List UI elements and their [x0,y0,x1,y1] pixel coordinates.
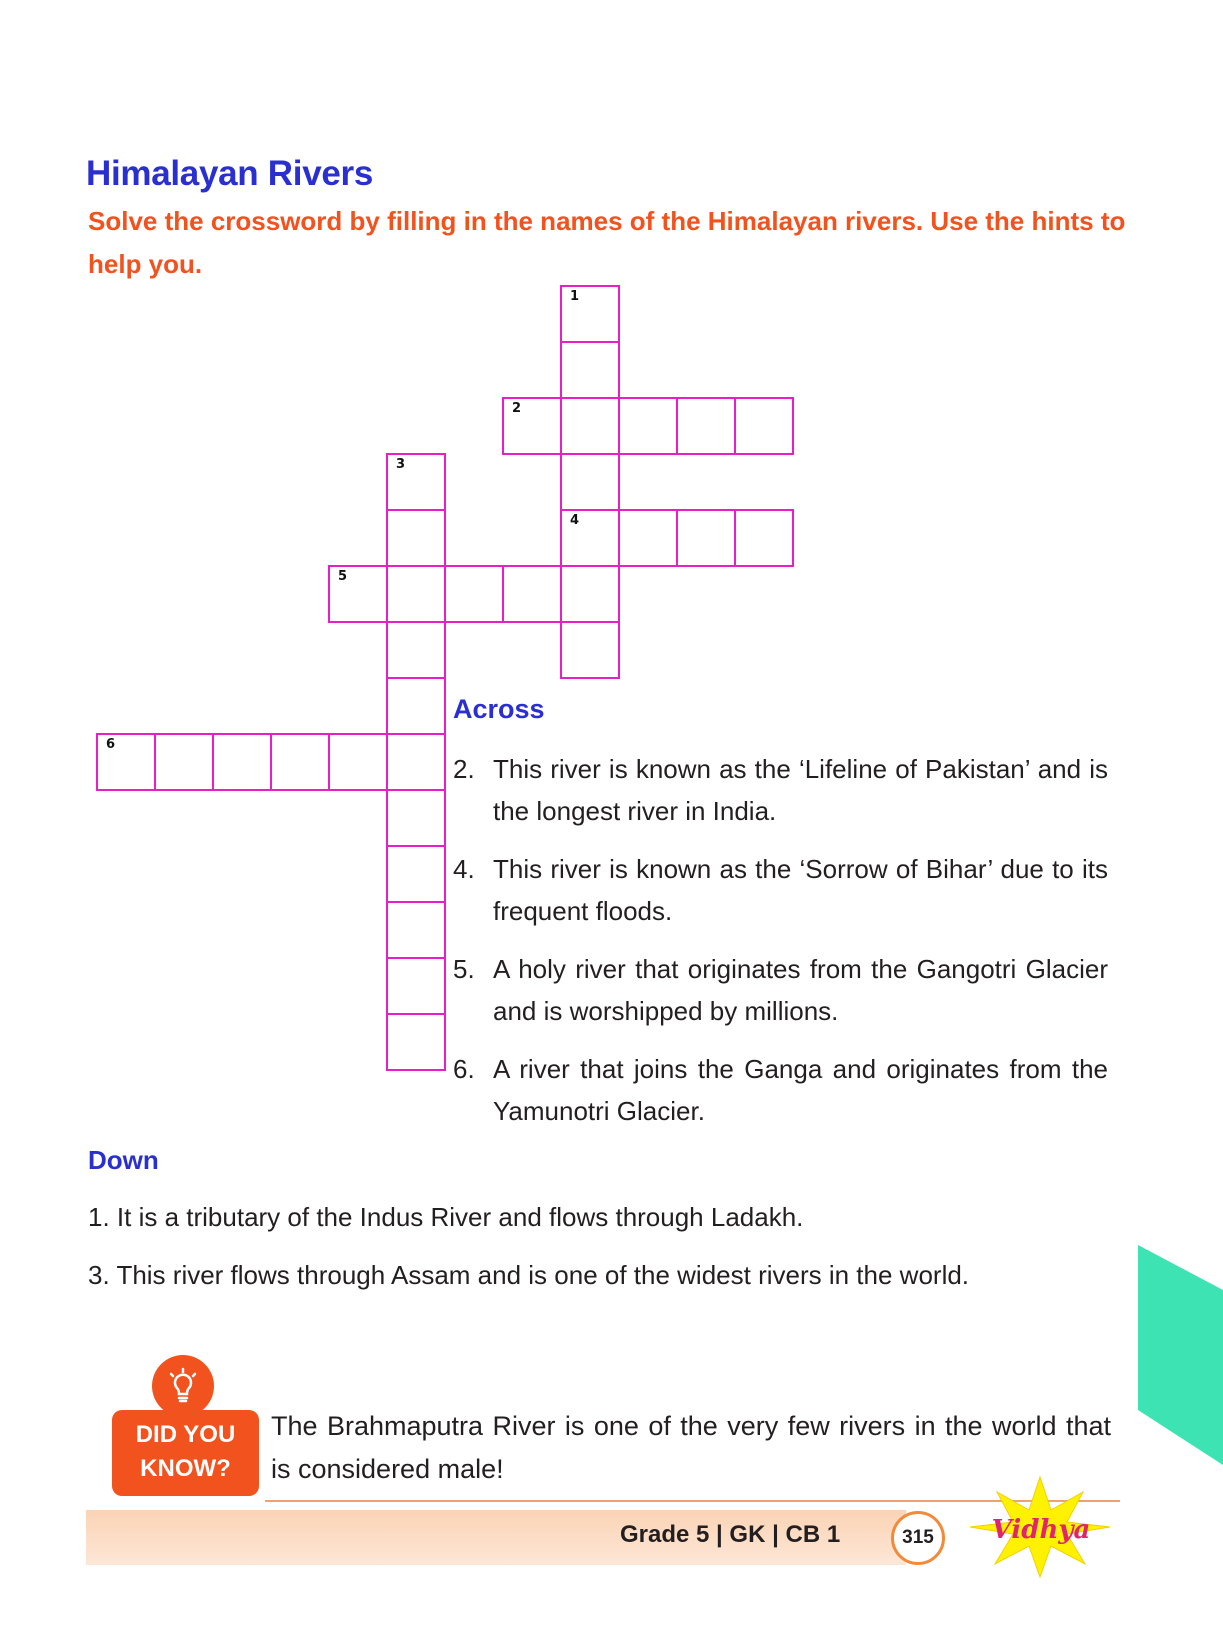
crossword-cell[interactable] [212,733,272,791]
crossword-cell[interactable] [386,509,446,567]
did-you-know-line2: KNOW? [140,1455,231,1482]
crossword-cell[interactable] [444,565,504,623]
clue-text: This river is known as the ‘Lifeline of Pakistan’ and is the longest river in India. [493,754,1108,826]
did-you-know-line1: DID YOU [135,1421,236,1448]
clue-number: 6 [106,737,116,752]
crossword-cell[interactable] [560,341,620,399]
across-clue [453,1048,1108,1132]
lightbulb-icon [152,1355,214,1417]
clue-number: 4 [570,513,580,528]
crossword-cell[interactable] [560,453,620,511]
page-number: 315 [891,1511,945,1565]
down-clue: 1. It is a tributary of the Indus River and flows through Ladakh. [88,1202,804,1232]
clue-number-label: 6. [453,1054,475,1084]
crossword-cell[interactable] [270,733,330,791]
crossword-cell[interactable] [386,453,446,511]
crossword-cell[interactable] [386,789,446,847]
clue-number: 1 [570,289,580,304]
clue-text: This river is known as the ‘Sorrow of Bihar’ due to its frequent floods. [493,854,1108,926]
crossword-cell[interactable] [154,733,214,791]
crossword-cell[interactable] [96,733,156,791]
crossword-cell[interactable] [386,845,446,903]
across-heading: Across [453,694,545,724]
clue-number-label: 4. [453,854,475,884]
instructions: Solve the crossword by filling in the names of the Himalayan rivers. Use the hints to help you. [88,206,1126,279]
crossword-cell[interactable] [560,397,620,455]
green-tab-decoration [1138,1245,1223,1465]
crossword-cell[interactable] [560,285,620,343]
crossword-cell[interactable] [676,509,736,567]
clue-text: A holy river that originates from the Gangotri Glacier and is worshipped by millions. [493,954,1108,1026]
clue-number: 3 [396,457,406,472]
down-clue: 3. This river flows through Assam and is one of the widest rivers in the world. [88,1260,970,1290]
crossword-cell[interactable] [734,397,794,455]
across-clue [453,748,1108,832]
crossword-cell[interactable] [502,397,562,455]
vidhya-logo [955,1472,1125,1582]
crossword-cell[interactable] [618,397,678,455]
across-clue [453,848,1108,932]
did-you-know-text: The Brahmaputra River is one of the very few rivers in the world that is considered male! [271,1411,1111,1484]
clue-number-label: 2. [453,754,475,784]
logo-text: Vidhya [991,1515,1091,1545]
crossword-cell[interactable] [734,509,794,567]
down-heading: Down [88,1145,159,1175]
across-clue [453,948,1108,1032]
crossword-cell[interactable] [386,733,446,791]
crossword-cell[interactable] [502,565,562,623]
clue-text: A river that joins the Ganga and originates from the Yamunotri Glacier. [493,1054,1108,1126]
did-you-know-badge [112,1410,259,1496]
clue-number-label: 5. [453,954,475,984]
clue-number: 5 [338,569,348,584]
crossword-cell[interactable] [386,901,446,959]
crossword-cell[interactable] [560,509,620,567]
crossword-cell[interactable] [618,509,678,567]
page-title: Himalayan Rivers [86,154,374,193]
clue-number: 2 [512,401,522,416]
crossword-cell[interactable] [386,957,446,1015]
crossword-cell[interactable] [560,565,620,623]
crossword-cell[interactable] [386,565,446,623]
crossword-cell[interactable] [328,565,388,623]
crossword-cell[interactable] [386,1013,446,1071]
footer-label: Grade 5 | GK | CB 1 [620,1521,841,1548]
crossword-cell[interactable] [386,621,446,679]
crossword-cell[interactable] [676,397,736,455]
crossword-cell[interactable] [328,733,388,791]
crossword-cell[interactable] [560,621,620,679]
crossword-cell[interactable] [386,677,446,735]
